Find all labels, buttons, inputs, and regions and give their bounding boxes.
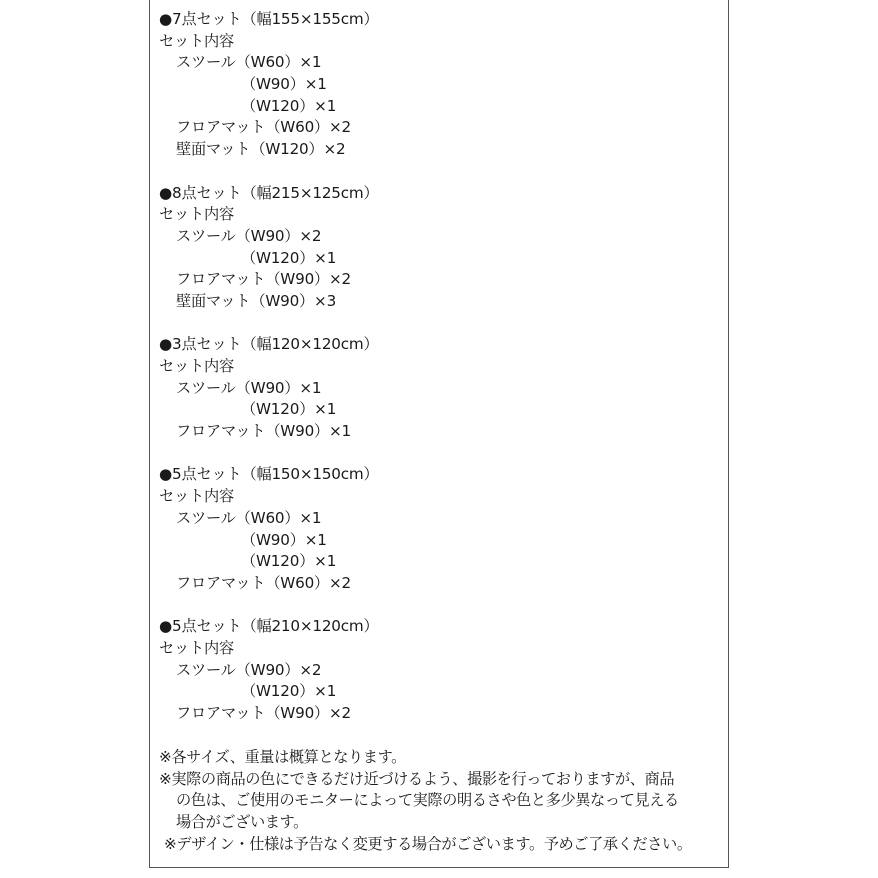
note-color-line-3: 場合がございます。 — [176, 813, 308, 832]
set-title: ●5点セット（幅210×120cm） — [159, 617, 379, 636]
set-spacer — [159, 313, 725, 335]
set-title: ●5点セット（幅150×150cm） — [159, 465, 379, 484]
set-item: （W120）×1 — [241, 552, 337, 571]
set-title: ●7点セット（幅155×155cm） — [159, 10, 379, 28]
set-item: フロアマット（W60）×2 — [176, 118, 352, 137]
set-title: ●3点セット（幅120×120cm） — [159, 335, 379, 354]
set-item: （W120）×1 — [241, 400, 337, 419]
set-item: スツール（W90）×2 — [176, 660, 322, 679]
set-spacer — [159, 443, 725, 465]
set-block — [159, 616, 725, 724]
set-spacer — [159, 161, 725, 183]
set-contents-label: セット内容 — [159, 31, 234, 50]
set-item: （W90）×1 — [241, 75, 327, 94]
set-item: スツール（W90）×1 — [176, 378, 322, 397]
set-item: スツール（W90）×2 — [176, 226, 322, 245]
set-item: 壁面マット（W120）×2 — [176, 140, 346, 159]
set-spacer — [159, 595, 725, 617]
note-design-change: ※デザイン・仕様は予告なく変更する場合がございます。予めご了承ください。 — [164, 834, 692, 853]
note-approximate-weight: ※各サイズ、重量は概算となります。 — [159, 748, 406, 766]
note-color-line-2: の色は、ご使用のモニターによって実際の明るさや色と多少異なって見える — [176, 791, 679, 810]
set-block — [159, 9, 725, 183]
set-block — [159, 334, 725, 464]
set-item: フロアマット（W90）×2 — [176, 704, 352, 722]
set-contents-label: セット内容 — [159, 357, 234, 375]
set-contents-label: セット内容 — [159, 205, 234, 224]
notes-section — [159, 747, 725, 855]
set-item: （W120）×1 — [241, 96, 337, 115]
set-item: フロアマット（W90）×2 — [176, 270, 352, 289]
set-block — [159, 464, 725, 616]
note-color-line-1: ※実際の商品の色にできるだけ近づけるよう、撮影を行っておりますが、商品 — [159, 769, 675, 788]
set-contents-label: セット内容 — [159, 638, 234, 657]
set-item: スツール（W60）×1 — [176, 53, 322, 72]
set-item: （W120）×1 — [241, 248, 337, 267]
set-title: ●8点セット（幅215×125cm） — [159, 183, 379, 202]
set-item: フロアマット（W60）×2 — [176, 573, 352, 592]
set-item: フロアマット（W90）×1 — [176, 422, 352, 441]
set-contents-label: セット内容 — [159, 487, 234, 506]
set-block — [159, 183, 725, 335]
set-item: スツール（W60）×1 — [176, 508, 322, 527]
set-item: （W120）×1 — [241, 682, 337, 701]
set-item: （W90）×1 — [241, 530, 327, 549]
spec-panel — [149, 0, 729, 868]
set-list — [159, 9, 725, 725]
set-item: 壁面マット（W90）×3 — [176, 291, 337, 310]
